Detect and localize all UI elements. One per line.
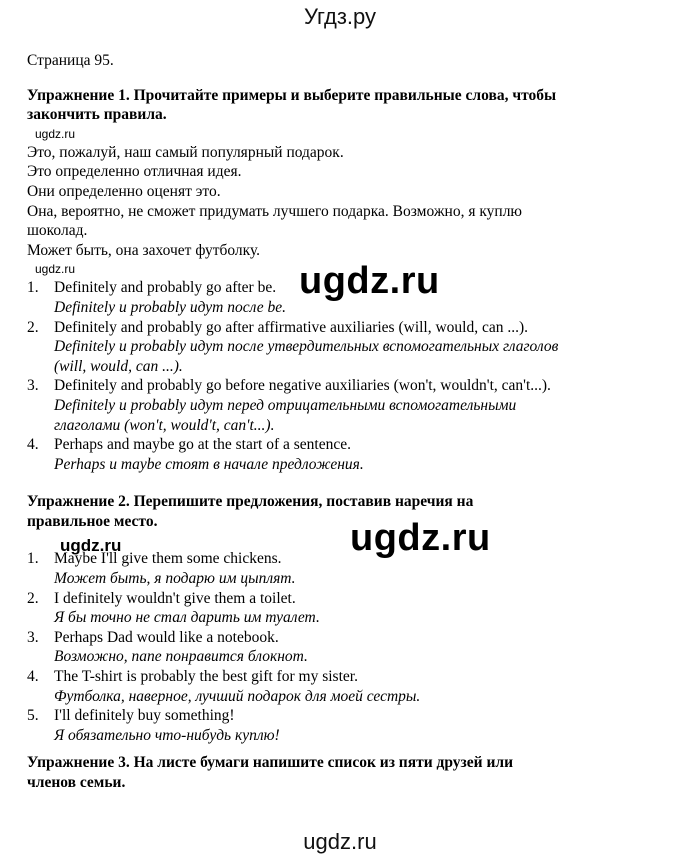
item-english: Maybe I'll give them some chickens. [54,550,282,568]
item-english: I'll definitely buy something! [54,707,235,725]
item-russian: (will, would, can ...). [54,357,183,375]
exercise-2 [27,492,647,745]
exercise-3-heading-line1: Упражнение 3. На листе бумаги напишите список из пяти друзей или [27,754,514,772]
exercise-1-heading-line1: Упражнение 1. Прочитайте примеры и выберите правильные слова, чтобы [27,86,557,104]
item-number: 3. [27,628,39,646]
item-english: Perhaps and maybe go at the start of a sentence. [54,436,351,454]
sentence: Она, вероятно, не сможет придумать лучшего подарка. Возможно, я куплю [27,202,523,220]
spacer [27,474,647,492]
list-item [27,667,647,706]
sentence: Они определенно оценят это. [27,182,221,200]
watermark-small: ugdz.ru [35,262,76,277]
item-english: Definitely and probably go after be. [54,279,277,297]
exercise-3 [27,753,647,792]
list-item [27,589,647,628]
list-item [27,318,647,377]
list-item [27,549,647,588]
list-item [27,435,647,474]
item-russian: Может быть, я подарю им цыплят. [54,570,296,588]
item-russian: Definitely и probably идут перед отрицательными вспомогательными [54,396,517,414]
item-english: Perhaps Dad would like a notebook. [54,628,279,646]
sentence: шоколад. [27,222,88,240]
sentence: Это определенно отличная идея. [27,163,242,181]
item-russian: Perhaps и maybe стоят в начале предложения. [54,455,364,473]
rules-list [27,278,647,474]
watermark-large: ugdz.ru [350,517,491,559]
sentence: Это, пожалуй, наш самый популярный подарок. [27,143,344,161]
item-english: Definitely and probably go after affirmative auxiliaries (will, would, can ...). [54,318,529,336]
page-label: Страница 95. [27,52,114,69]
sentence: Может быть, она захочет футболку. [27,241,261,259]
item-number: 4. [27,668,39,686]
item-russian: Я бы точно не стал дарить им туалет. [54,609,320,627]
item-english: The T-shirt is probably the best gift for my sister. [54,668,358,686]
item-russian: глаголами (won't, would't, can't...). [54,416,275,434]
site-title: Угдз.ру [303,4,377,29]
watermark-small: ugdz.ru [35,126,76,141]
sentences-list [27,549,647,745]
item-russian: Definitely и probably идут после be. [54,298,287,316]
footer-watermark: ugdz.ru [303,829,377,854]
item-number: 2. [27,318,39,336]
item-russian: Definitely и probably идут после утвердительных вспомогательных глаголов [54,338,559,356]
item-english: Definitely and probably go before negative auxiliaries (won't, wouldn't, can't...). [54,377,551,395]
item-number: 5. [27,707,39,725]
item-russian: Возможно, папе понравится блокнот. [54,648,308,666]
exercise-3-heading-line2: членов семьи. [27,774,126,791]
item-number: 3. [27,377,39,395]
item-number: 1. [27,550,39,568]
item-number: 2. [27,589,39,607]
exercise-1-heading-line2: закончить правила. [27,106,167,124]
watermark-large: ugdz.ru [299,260,440,302]
exercise-2-heading-line1: Упражнение 2. Перепишите предложения, поставив наречия на [27,493,474,511]
item-russian: Я обязательно что-нибудь куплю! [54,726,280,744]
item-number: 4. [27,436,39,454]
item-number: 1. [27,279,39,297]
watermark-small: ugdz.ru [60,536,122,555]
list-item [27,376,647,435]
list-item [27,706,647,745]
document-content [27,51,647,793]
item-english: I definitely wouldn't give them a toilet. [54,589,296,607]
exercise-2-heading-line2: правильное место. [27,512,158,530]
item-russian: Футболка, наверное, лучший подарок для моей сестры. [54,687,421,705]
list-item [27,628,647,667]
